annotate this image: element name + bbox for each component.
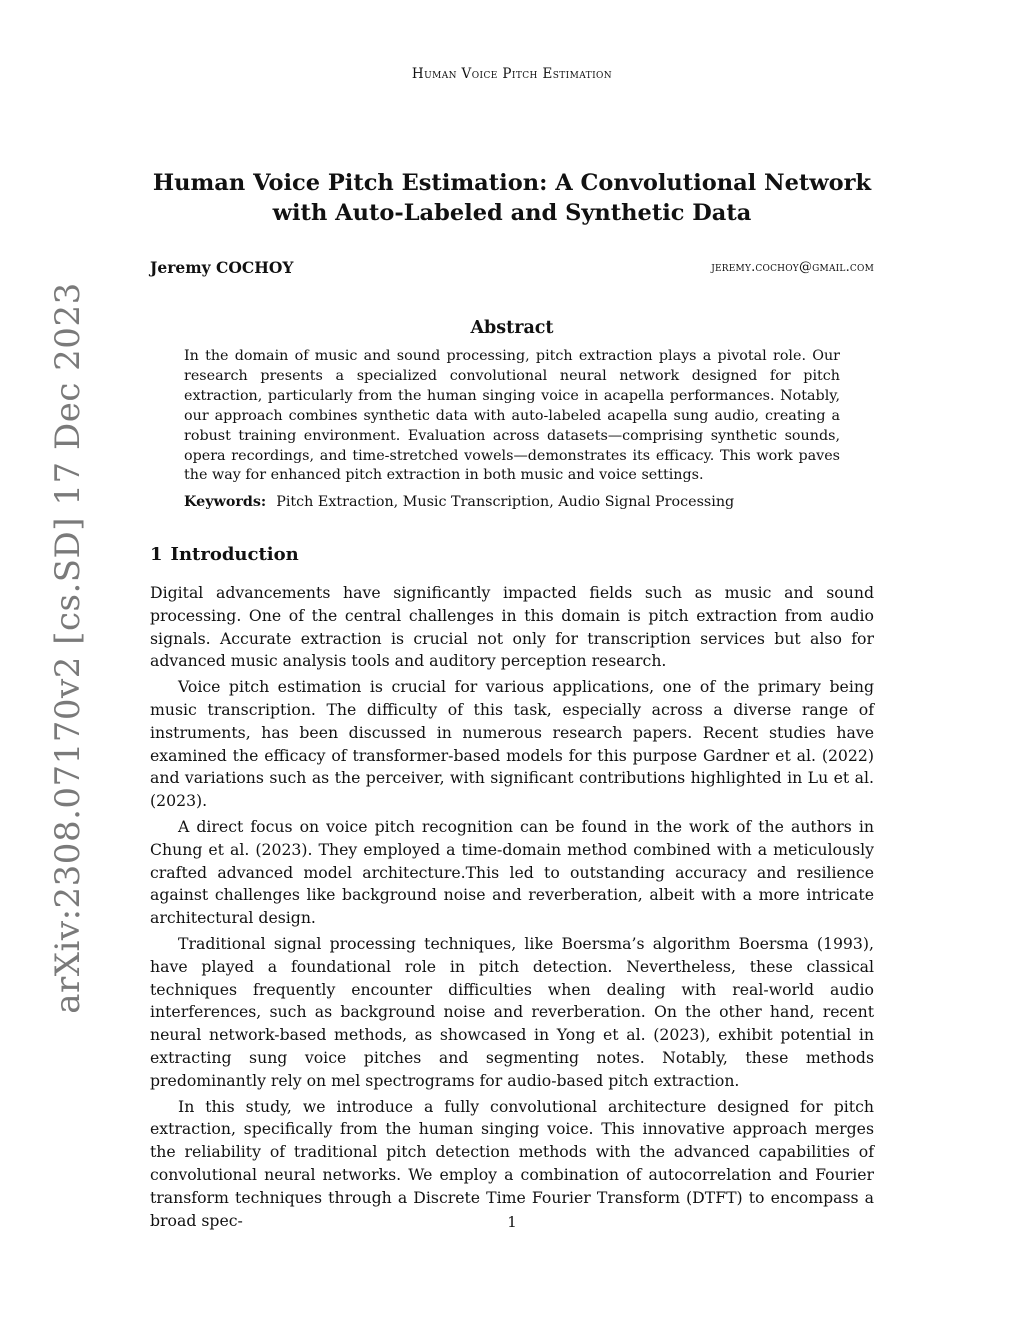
paragraph: Traditional signal processing techniques, like Boersma’s algorithm Boersma (1993), have played a foundational role in pitch detection. Nevertheless, these classical techniques frequently encounter difficulties when dealing with real-world audio interferences, such as background noise and reverberation. On the other hand, recent neural network-based methods, as showcased in Yong et al. (2023), exhibit potential in extracting sung voice pitches and segmenting notes. Notably, these methods predominantly rely on mel spectrograms for audio-based pitch extraction. [150, 933, 874, 1090]
abstract-heading: Abstract [470, 318, 554, 338]
arxiv-stamp-text: arXiv:2308.07170v2 [cs.SD] 17 Dec 2023 [48, 282, 88, 1014]
author-name: Jeremy COCHOY [150, 258, 294, 277]
section-title: Introduction [170, 544, 299, 565]
paragraph: Digital advancements have significantly impacted fields such as music and sound processing. One of the central challenges in this domain is pitch extraction from audio signals. Accurate extraction is crucial not only for transcription services but also for advanced music analysis tools and auditory perception research. [150, 583, 874, 671]
author-row [150, 258, 874, 280]
paragraph: A direct focus on voice pitch recognition can be found in the work of the authors in Chung et al. (2023). They employed a time-domain method combined with a meticulously crafted advanced model architecture.This led to outstanding accuracy and resilience against challenges like background noise and reverberation, albeit with a more intricate architectural design. [150, 816, 874, 928]
keywords-label: Keywords: [184, 494, 267, 510]
running-head: Human Voice Pitch Estimation [411, 66, 613, 82]
section-body [150, 582, 874, 1235]
page-number: 1 [507, 1213, 517, 1231]
paragraph: In this study, we introduce a fully convolutional architecture designed for pitch extraction, specifically from the human singing voice. This innovative approach merges the reliability of traditional pitch detection methods with the advanced capabilities of convolutional neural networks. We employ a combination of autocorrelation and Fourier transform techniques through a Discrete Time Fourier Transform (DTFT) to encompass a broad spec- [150, 1096, 874, 1230]
abstract-text: In the domain of music and sound processing, pitch extraction plays a pivotal role. Our research presents a specialized convolutional neural network designed for pitch extraction, particularly from the human singing voice in acapella performances. Notably, our approach combines synthetic data with auto-labeled acapella sung audio, creating a robust training environment. Evaluation across datasets—comprising synthetic sounds, opera recordings, and time-stretched vowels—demonstrates its efficacy. This work paves the way for enhanced pitch extraction in both music and voice settings. [184, 348, 840, 484]
paragraph: Voice pitch estimation is crucial for various applications, one of the primary being music transcription. The difficulty of this task, especially across a diverse range of instruments, has been discussed in numerous research papers. Recent studies have examined the efficacy of transformer-based models for this purpose Gardner et al. (2022) and variations such as the perceiver, with significant contributions highlighted in Lu et al. (2023). [150, 677, 874, 811]
keywords [184, 492, 840, 512]
author-email: jeremy.cochoy@gmail.com [711, 260, 874, 275]
section-number: 1 [150, 544, 163, 565]
keywords-list: Pitch Extraction, Music Transcription, Audio Signal Processing [276, 494, 735, 510]
section-heading [150, 544, 299, 565]
paper-title: Human Voice Pitch Estimation: A Convolutional Network with Auto-Labeled and Synthetic Data [152, 170, 872, 226]
